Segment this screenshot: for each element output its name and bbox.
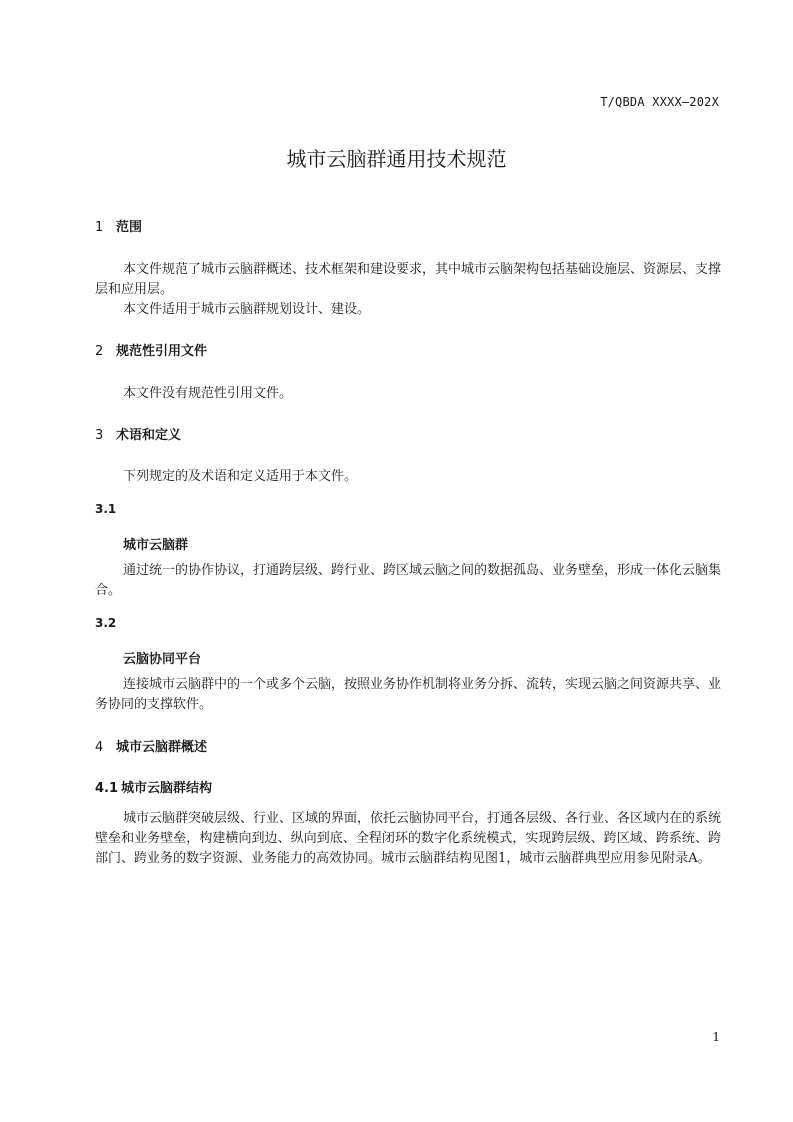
subsection-number: 4.1 — [95, 781, 119, 796]
normative-references-paragraph: 本文件没有规范性引用文件。 — [123, 386, 293, 401]
document-title: 城市云脑群通用技术规范 — [286, 147, 507, 171]
term-definition: 连接城市云脑群中的一个或多个云脑，按照业务协作机制将业务分拆、流转，实现云脑之间资源共享、业务协同的支撑软件。 — [95, 677, 722, 712]
section-title: 术语和定义 — [116, 428, 182, 443]
term-number: 3.1 — [95, 502, 117, 516]
section-heading-overview — [95, 738, 207, 758]
section-title: 城市云脑群概述 — [116, 740, 208, 755]
section-number: 1 — [95, 220, 104, 235]
section-number: 2 — [95, 344, 104, 359]
term-name: 云脑协同平台 — [123, 652, 202, 667]
section-heading-scope — [95, 218, 142, 238]
scope-paragraph-1: 本文件规范了城市云脑群概述、技术框架和建设要求，其中城市云脑架构包括基础设施层、资源层、支撑层和应用层。 — [95, 262, 722, 297]
term-number: 3.2 — [95, 616, 117, 630]
scope-paragraph-2: 本文件适用于城市云脑群规划设计、建设。 — [123, 302, 371, 317]
subsection-heading-structure — [95, 779, 212, 799]
section-heading-normative-references — [95, 342, 207, 362]
term-definition: 通过统一的协作协议，打通跨层级、跨行业、跨区域云脑之间的数据孤岛、业务壁垒，形成一体化云脑集合。 — [95, 563, 722, 598]
section-title: 规范性引用文件 — [116, 344, 208, 359]
terms-intro-paragraph: 下列规定的及术语和定义适用于本文件。 — [123, 469, 358, 484]
page-number: 1 — [712, 1030, 720, 1044]
section-number: 3 — [95, 428, 104, 443]
term-name: 城市云脑群 — [123, 538, 189, 553]
structure-paragraph: 城市云脑群突破层级、行业、区域的界面，依托云脑协同平台，打通各层级、各行业、各区域内在的系统壁垒和业务壁垒，构建横向到边、纵向到底、全程闭环的数字化系统模式，实现跨层级、跨区域、跨系统、跨部门、跨业务的数字资源、业务能力的高效协同。城市云脑群结构见图1，城市云脑群典型应用参见附录A。 — [95, 811, 722, 866]
subsection-title: 城市云脑群结构 — [121, 781, 213, 796]
section-heading-terms — [95, 426, 181, 446]
standard-code: T/QBDA XXXX—202X — [600, 95, 719, 109]
section-title: 范围 — [116, 220, 143, 235]
section-number: 4 — [95, 740, 104, 755]
